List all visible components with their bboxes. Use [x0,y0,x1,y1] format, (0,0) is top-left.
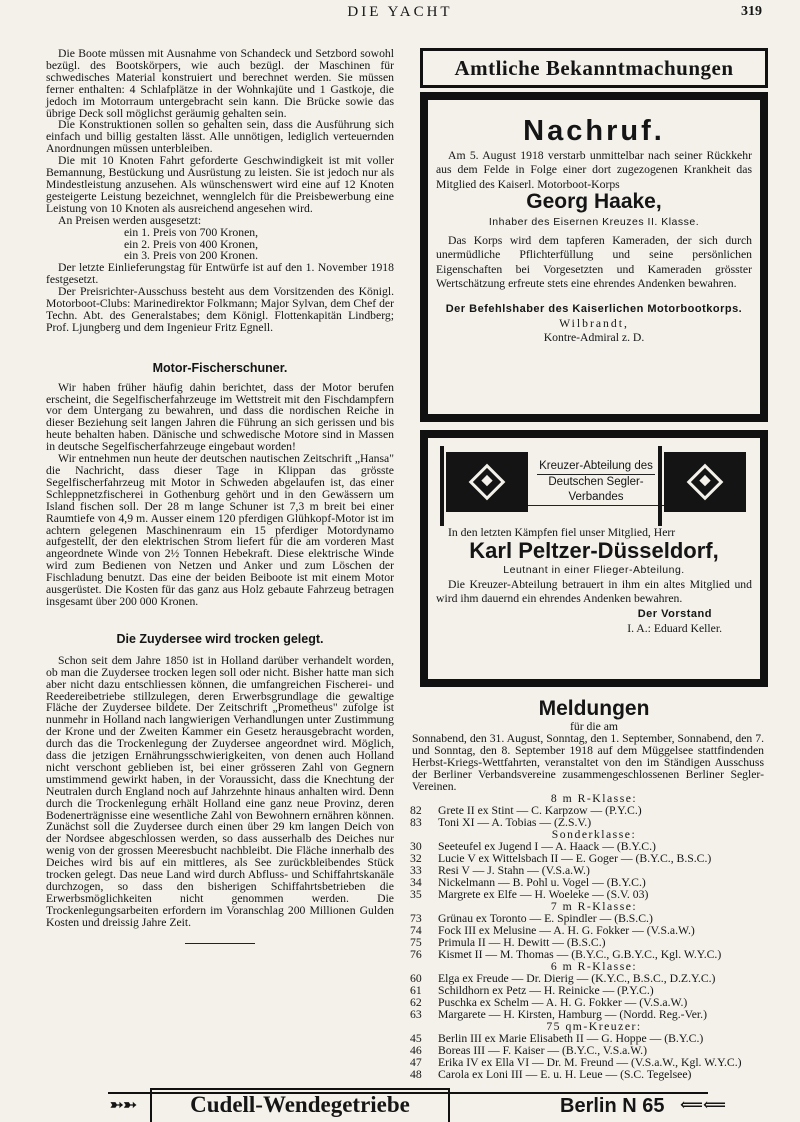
entry-text: Lucie V ex Wittelsbach II — E. Goger — (B.Y.C., B.S.C.) [438,852,712,865]
prize-item: ein 1. Preis von 700 Kronen, [124,225,259,239]
entry-number: 61 [410,984,422,997]
entry-text: Primula II — H. Dewitt — (B.S.C.) [438,936,606,949]
obituary-text: In den letzten Kämpfen fiel unser Mitglied, Herr [448,526,676,539]
class-heading: 6 m R-Klasse: [550,960,638,973]
entry-text: Fock III ex Melusine — A. H. G. Fokker — (V.S.a.W.) [438,924,695,937]
arrow-ornament-icon: ➳➳ [110,1097,137,1114]
entry-text: Seeteufel ex Jugend I — A. Haack — (B.Y.C.) [438,840,656,853]
article-heading: Motor-Fischerschuner. [152,360,288,375]
entry-text: Margrete ex Elfe — H. Woeleke — (S.V. 03) [438,888,649,901]
obituary-text: Am 5. August 1918 verstarb unmittelbar nach seiner Rückkehr aus dem Felde in Folge einer dort zugezogenen Krankheit das Mitglied des Kaiserl. Motorboot-Korps [436,148,752,191]
entry-row [410,1069,768,1081]
paragraph: Der Preisrichter-Ausschuss besteht aus dem Vorsitzenden des Königl. Motorboot-Clubs: Marinedirektor Folkmann; Major Sylvan, dem Chef der Techn. Abt. des Generalstabes; dem Königl. Flottenkapitän Lindberg; Prof. Ljungberg und dem Ingenieur Fritz Egnell. [46,285,394,334]
paragraph: Wir entnehmen nun heute der deutschen nautischen Zeitschrift „Hansa" die Nachricht, dass dieser Tage in Klippan das grösste Segelfischerfahrzeug mit Motor in Schweden abgelaufen ist, das einer Schleppnetzfischerei in Gothenburg gehört und in den Gewässern um Island fischen soll. Der 28 m lange Schuner ist 7,3 m breit bei einer Raumtiefe von 4,9 m. Ausser einem 120 pferdigen Glühkopf-Motor ist im achtern gelegenen Maschinenraum ein 15 pferdiger Motordynamo aufgestellt, der den elektrischen Strom liefert für die am vorderen Mast angeordnete Winde von 2½ Tonnen Hebekraft. Diese elektrische Winde wird zum Bedienen von Netzen und Anker und zum Löschen der Fischladung benutzt. Das eine der beiden Beiboote ist mit einem Motor ausgerüstet. Die Kosten für das ganz aus Holz gebaute Fahrzeug betragen insgesamt über 200 000 Kronen. [46,452,394,608]
entry-number: 73 [410,912,422,925]
entry-text: Puschka ex Schelm — A. H. G. Fokker — (V.S.a.W.) [438,996,688,1009]
class-heading: 8 m R-Klasse: [550,792,638,805]
entry-text: Berlin III ex Marie Elisabeth II — G. Hoppe — (B.Y.C.) [438,1032,704,1045]
obituary-signature-name: Wilbrandt, [559,316,629,330]
entries-subtitle: für die am [569,720,619,733]
entry-number: 46 [410,1044,422,1057]
running-header: DIE YACHT [347,4,453,20]
entry-text: Grünau ex Toronto — E. Spindler — (B.S.C.) [438,912,653,925]
entry-number: 35 [410,888,422,901]
entry-text: Margarete — H. Kirsten, Hamburg — (Nordd. Reg.-Ver.) [438,1008,707,1021]
official-notices-banner [420,48,768,88]
entry-number: 62 [410,996,422,1009]
entry-number: 60 [410,972,422,985]
class-heading: 7 m R-Klasse: [550,900,638,913]
club-flag-icon [446,452,528,512]
entry-number: 75 [410,936,422,949]
entry-number: 33 [410,864,422,877]
right-column [410,48,768,1081]
prize-item: ein 2. Preis von 400 Kronen, [124,237,259,251]
class-heading: Sonderklasse: [551,828,637,841]
advertisement-title: Cudell-Wendegetriebe [150,1088,450,1122]
paragraph: Die Konstruktionen sollen so gehalten sein, dass die Ausführung sich einfach und billig gestalten lässt. Alle unnötigen, lediglich verteuernden Anordnungen müssen unterbleiben. [46,118,394,156]
entries-intro: Sonnabend, den 31. August, Sonntag, den 1. September, Sonnabend, den 7. und Sonntag, den 8. September 1918 auf dem Müggelsee stattfindenden Herbst-Kriegs-Wettfahrten, veranstaltet von den im Ständigen Ausschuss der Berliner Verbandsvereine zusammengeschlossenen Berliner Segler-Vereinen. [412,732,764,793]
entry-text: Schildhorn ex Petz — H. Reinicke — (P.Y.C.) [438,984,654,997]
article-heading: Die Zuydersee wird trocken gelegt. [116,631,324,646]
club-flag-icon [664,452,746,512]
entries-list [410,792,768,1081]
official-notices-title: Amtliche Bekanntmachungen [454,55,734,80]
entry-number: 82 [410,804,422,817]
obituary-signature-rank: Kontre-Admiral z. D. [543,331,645,345]
entry-number: 74 [410,924,422,937]
obituary-signature: Der Befehlshaber des Kaiserlichen Motorbootkorps. [445,302,743,315]
paragraph: Der letzte Einlieferungstag für Entwürfe ist auf den 1. November 1918 festgesetzt. [46,261,394,287]
obituary-signature-name: I. A.: Eduard Keller. [627,621,722,635]
obituary-subtitle: Inhaber des Eisernen Kreuzes II. Klasse. [488,215,700,228]
entry-text: Toni XI — A. Tobias — (Z.S.V.) [438,816,592,829]
paragraph: Die Boote müssen mit Ausnahme von Schandeck und Setzbord sowohl bezügl. des Bootskörpers, wie auch bezügl. der Maschinen für schwedisches Material konstruiert und berechnet werden. Sie müssen ferner enthalten: 4 Schlafplätze in der Wohnkajüte und 1 Gastkoje, die jedoch im Motorraum untergebracht sein kann. Die Brücke sowie das übrige Deck soll möglichst geräumig gehalten sein. [46,47,394,120]
entry-number: 32 [410,852,422,865]
entry-number: 63 [410,1008,422,1021]
divider [185,943,255,944]
kreuzer-heading-line: Kreuzer-Abteilung des [537,459,655,475]
entries-title: Meldungen [538,697,650,720]
advertisement-city: Berlin N 65 [560,1095,665,1117]
prize-list [46,227,394,263]
obituary-box-kreuzer [420,430,768,687]
entry-text: Resi V — J. Stahn — (V.S.a.W.) [438,864,590,877]
obituary-title: Nachruf. [523,115,665,147]
obituary-text: Die Kreuzer-Abteilung betrauert in ihm ein altes Mitglied und wird ihm dauernd ein ehrendes Andenken bewahren. [436,577,752,606]
entry-number: 76 [410,948,422,961]
entry-number: 48 [410,1068,422,1081]
class-heading: 75 qm-Kreuzer: [546,1020,642,1033]
entry-text: Elga ex Freude — Dr. Dierig — (K.Y.C., B.S.C., D.Z.Y.C.) [438,972,716,985]
obituary-subtitle: Leutnant in einer Flieger-Abteilung. [503,564,685,577]
entry-number: 45 [410,1032,422,1045]
paragraph: An Preisen werden ausgesetzt: [58,213,202,227]
entry-text: Carola ex Loni III — E. u. H. Leue — (S.C. Tegelsee) [438,1068,692,1081]
kreuzer-heading [528,459,664,506]
entry-text: Grete II ex Stint — C. Karpzow — (P.Y.C.) [438,804,642,817]
obituary-box [420,92,768,422]
paragraph: Schon seit dem Jahre 1850 ist in Holland darüber verhandelt worden, ob man die Zuydersee trocken legen soll oder nicht. Bisher hatte man sich aber nicht dazu entschliessen können, die umfangreichen Fischerei- und Reedereibetriebe stillzulegen, deren Erwerbsgrundlage die gewaltige Fläche der Zuydersee bildete. Der Zeitschrift „Prometheus" zufolge ist nunmehr in Holland nach langwierigen Verhandlungen unter Zustimmung der Krone und der Zweiten Kammer ein Gesetz herausgebracht worden, durch das die Trockenlegung der Zuydersee angeordnet wird. Möglich, dass die jetzigen Ernährungsschwierigkeiten, von denen auch Holland nicht verschont geblieben ist, bei einer grösseren Zahl von Gegnern umstimmend gewirkt haben, in der Voraussicht, dass die Knechtung der Neutralen durch England noch auf Jahrzehnte hinaus anhalten wird. Denn durch die Trockenlegung erhält Holland eine ganz neue Provinz, deren Bodenerträgnisse eine wesentliche Zahl von Bewohnern ernähren können. Zunächst soll die Zuydersee durch einen über 29 km langen Deich von der Nordsee abgeschlossen werden, so dass ausserhalb des Deiches nur wenig von der grossen Meeresbucht nachbleibt. Die Fläche innerhalb des Deiches wird bis auf ein mittleres, als See zurückbleibendes Stück trocken gelegt. Das neue Land wird durch Abfluss- und Schiffahrtskanäle durchzogen, so dass den bisherigen Schiffahrtsbetrieben die Erwerbsmöglichkeiten nicht genommen werden. Die Trockenlegungsarbeiten erfordern im Voranschlag 200 Millionen Gulden Kosten und dreissig Jahre Zeit. [46,653,394,929]
obituary-signature: Der Vorstand [637,607,712,620]
page-number: 319 [741,4,762,19]
entry-text: Kismet II — M. Thomas — (B.Y.C., G.B.Y.C., Kgl. W.Y.C.) [438,948,722,961]
entry-number: 30 [410,840,422,853]
left-column [46,48,394,944]
entry-number: 83 [410,816,422,829]
arrow-ornament-icon: ⟸⟸ [680,1097,726,1114]
paragraph: Wir haben früher häufig dahin berichtet, dass der Motor berufen erscheint, die Segelfischerfahrzeuge im Wettstreit mit den Fischdampfern vor dem Untergang zu bewahren, und dass die nordischen Reiche in dieser Beziehung seit langen Jahren die Führung an sich gerissen und bis heute behalten haben. Dänische und schwedische Motore sind in Massen in deutsche Segelfischerfahrzeuge eingebaut worden! [46,380,394,454]
paragraph: Die mit 10 Knoten Fahrt geforderte Geschwindigkeit ist mit voller Bemannung, Bestückung und Ausrüstung zu leisten. Sie ist jedoch nur als Mindestleistung anzusehen. Als wünschenswert wird eine auf 12 Knoten gesteigerte Leistung bezeichnet, wennglelch für die Preisbewerbung eine Leistung von 10 Knoten als ausreichend angesehen wird. [46,154,394,215]
entry-text: Nickelmann — B. Pohl u. Vogel — (B.Y.C.) [438,876,646,889]
entry-number: 47 [410,1056,422,1069]
prize-item: ein 3. Preis von 200 Kronen. [124,249,259,263]
obituary-name: Karl Peltzer-Düsseldorf, [469,537,719,563]
obituary-name: Georg Haake, [526,190,662,214]
kreuzer-heading-line: Deutschen Segler-Verbandes [528,475,664,506]
entry-number: 34 [410,876,422,889]
entry-text: Boreas III — F. Kaiser — (B.Y.C., V.S.a.W.) [438,1044,647,1057]
entry-text: Erika IV ex Ella VI — Dr. M. Freund — (V.S.a.W., Kgl. W.Y.C.) [438,1056,742,1069]
flag-header [436,440,752,524]
obituary-text: Das Korps wird dem tapferen Kameraden, der sich durch unermüdliche Pflichterfüllung und seine persönlichen Eigenschaften bei Vorgesetzten und Kameraden grösster Wertschätzung erfreute stets eine ehrendes Andenken bewahren. [436,233,752,291]
